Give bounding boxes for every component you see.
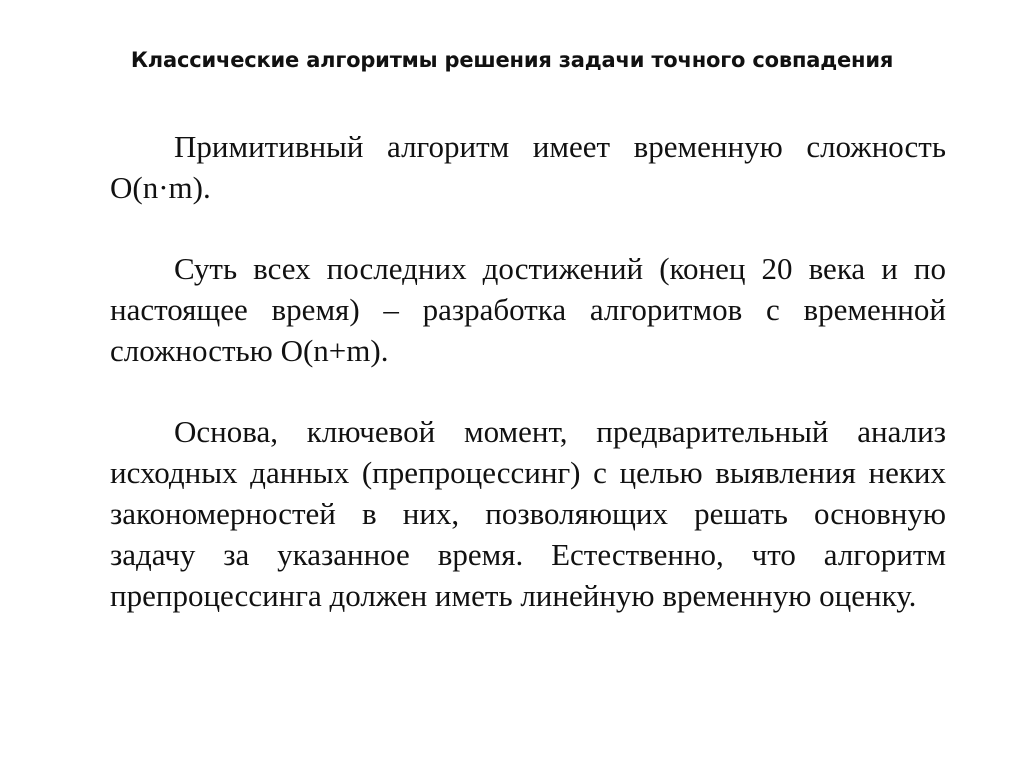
paragraph-recent-achievements: Суть всех последних достижений (конец 20 века и по настоящее время) – разработка алгоритмов с временной сложностью O(n+m). (110, 251, 946, 368)
paragraph-preprocessing: Основа, ключевой момент, предварительный анализ исходных данных (препроцессинг) с целью выявления неких закономерностей в них, позволяющих решать основную задачу за указанное время. Естественно, что алгоритм препроцессинга должен иметь линейную временную оценку. (110, 414, 946, 613)
slide-title: Классические алгоритмы решения задачи точного совпадения (130, 48, 894, 72)
paragraph-primitive-algorithm: Примитивный алгоритм имеет временную сложность O(n·m). (110, 129, 946, 205)
slide-body (110, 126, 946, 656)
